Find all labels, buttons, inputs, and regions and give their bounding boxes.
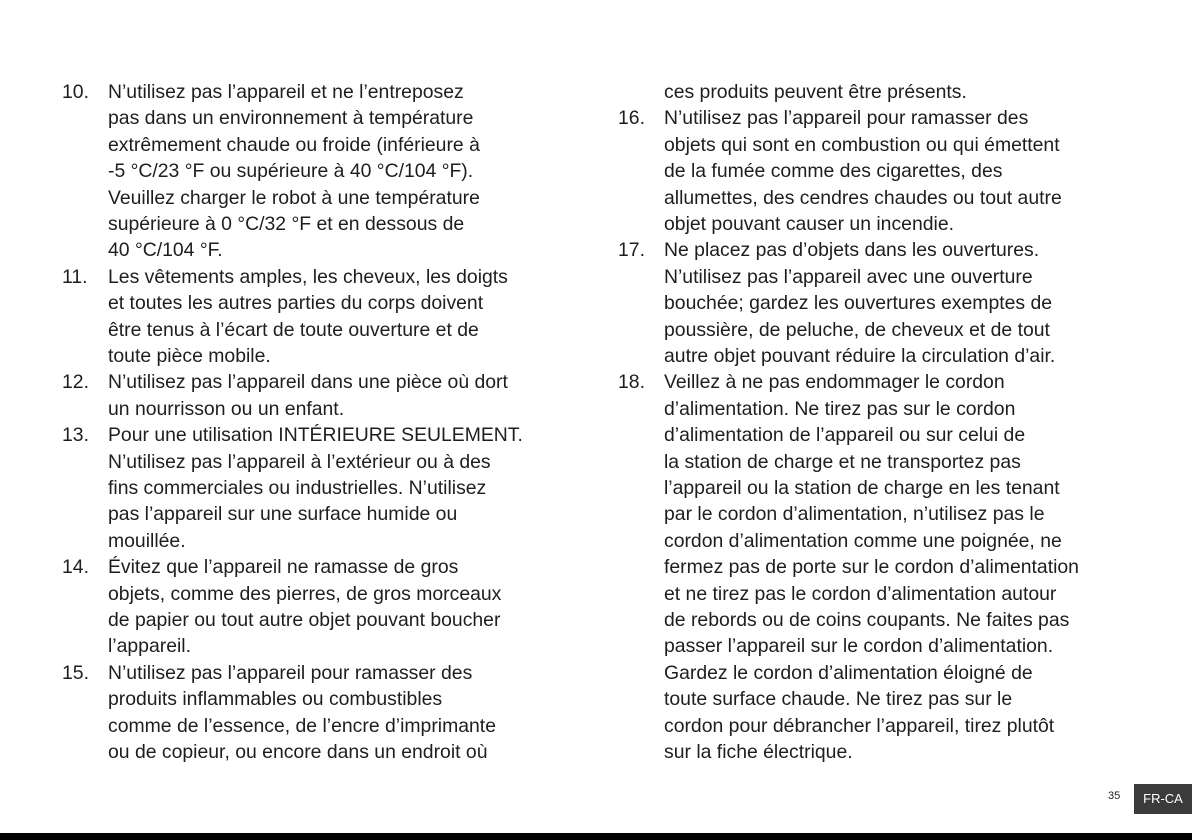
line-text: extrêmement chaude ou froide (inférieure à — [108, 133, 480, 156]
line-text: N’utilisez pas l’appareil pour ramasser des — [108, 661, 473, 684]
line-text: -5 °C/23 °F ou supérieure à 40 °C/104 °F). — [108, 160, 474, 183]
item-number: 14. — [62, 556, 89, 579]
item-number: 18. — [618, 371, 645, 394]
line-text: fins commerciales ou industrielles. N’utilisez — [108, 477, 487, 499]
line-text: bouchée; gardez les ouvertures exemptes de — [664, 292, 1053, 315]
page-number: 35 — [1108, 790, 1121, 802]
item-number: 10. — [62, 81, 89, 103]
line-text: N’utilisez pas l’appareil pour ramasser des — [664, 107, 1029, 130]
line-text: toute surface chaude. Ne tirez pas sur le — [664, 688, 1013, 711]
line-text: N’utilisez pas l’appareil et ne l’entreposez — [108, 81, 464, 103]
line-text: comme de l’essence, de l’encre d’imprimante — [108, 714, 496, 737]
line-text: l’appareil. — [108, 635, 191, 658]
line-text: objet pouvant causer un incendie. — [664, 213, 954, 235]
line-text: par le cordon d’alimentation, n’utilisez pas le — [664, 503, 1045, 526]
line-text: cordon pour débrancher l’appareil, tirez plutôt — [664, 714, 1055, 737]
line-text: Veillez à ne pas endommager le cordon — [664, 371, 1005, 394]
line-text: allumettes, des cendres chaudes ou tout autre — [664, 186, 1062, 209]
bottom-rule — [0, 833, 1192, 840]
line-text: sur la fiche électrique. — [664, 741, 853, 763]
line-text: Pour une utilisation INTÉRIEURE SEULEMENT. — [108, 424, 523, 447]
item-number: 12. — [62, 371, 89, 394]
line-text: N’utilisez pas l’appareil avec une ouverture — [664, 265, 1033, 288]
line-text: Ne placez pas d’objets dans les ouvertures. — [664, 239, 1040, 262]
line-text: Évitez que l’appareil ne ramasse de gros — [108, 556, 459, 579]
line-text: mouillée. — [108, 529, 186, 552]
line-text: et toutes les autres parties du corps doivent — [108, 292, 484, 315]
line-text: un nourrisson ou un enfant. — [108, 397, 345, 420]
line-text: Gardez le cordon d’alimentation éloigné de — [664, 661, 1033, 684]
line-text: passer l’appareil sur le cordon d’alimentation. — [664, 635, 1054, 658]
line-text: l’appareil ou la station de charge en les tenant — [664, 477, 1060, 499]
line-text: cordon d’alimentation comme une poignée, ne — [664, 529, 1062, 552]
line-text: objets qui sont en combustion ou qui émettent — [664, 133, 1060, 156]
item-number: 11. — [62, 265, 88, 288]
line-text: pas dans un environnement à température — [108, 107, 474, 130]
item-number: 13. — [62, 424, 89, 447]
item-number: 17. — [618, 239, 645, 262]
line-text: poussière, de peluche, de cheveux et de tout — [664, 318, 1050, 341]
item-number: 16. — [618, 107, 645, 130]
line-text: la station de charge et ne transportez pas — [664, 450, 1021, 473]
line-text: supérieure à 0 °C/32 °F et en dessous de — [108, 213, 465, 235]
line-text: d’alimentation. Ne tirez pas sur le cordon — [664, 397, 1016, 420]
line-text: être tenus à l’écart de toute ouverture et de — [108, 318, 479, 341]
line-text: Veuillez charger le robot à une température — [108, 186, 480, 209]
line-text: N’utilisez pas l’appareil dans une pièce où dort — [108, 371, 508, 394]
line-text: pas l’appareil sur une surface humide ou — [108, 503, 458, 526]
line-text: ou de copieur, ou encore dans un endroit où — [108, 741, 488, 763]
line-text: fermez pas de porte sur le cordon d’alimentation — [664, 556, 1079, 579]
line-text: toute pièce mobile. — [108, 345, 271, 367]
line-text: de la fumée comme des cigarettes, des — [664, 160, 1003, 183]
item-number: 15. — [62, 661, 89, 684]
line-text: 40 °C/104 °F. — [108, 239, 223, 262]
line-text: de papier ou tout autre objet pouvant boucher — [108, 609, 501, 631]
line-text: d’alimentation de l’appareil ou sur celui de — [664, 424, 1026, 447]
line-text: objets, comme des pierres, de gros morceaux — [108, 582, 502, 605]
line-text: produits inflammables ou combustibles — [108, 688, 443, 711]
language-badge: FR-CA — [1134, 784, 1192, 814]
line-text: Les vêtements amples, les cheveux, les doigts — [108, 265, 508, 288]
line-text: de rebords ou de coins coupants. Ne faites pas — [664, 609, 1070, 631]
line-text: ces produits peuvent être présents. — [664, 81, 967, 103]
line-text: autre objet pouvant réduire la circulation d’air. — [664, 345, 1056, 367]
line-text: et ne tirez pas le cordon d’alimentation autour — [664, 582, 1057, 605]
line-text: N’utilisez pas l’appareil à l’extérieur ou à des — [108, 450, 491, 473]
